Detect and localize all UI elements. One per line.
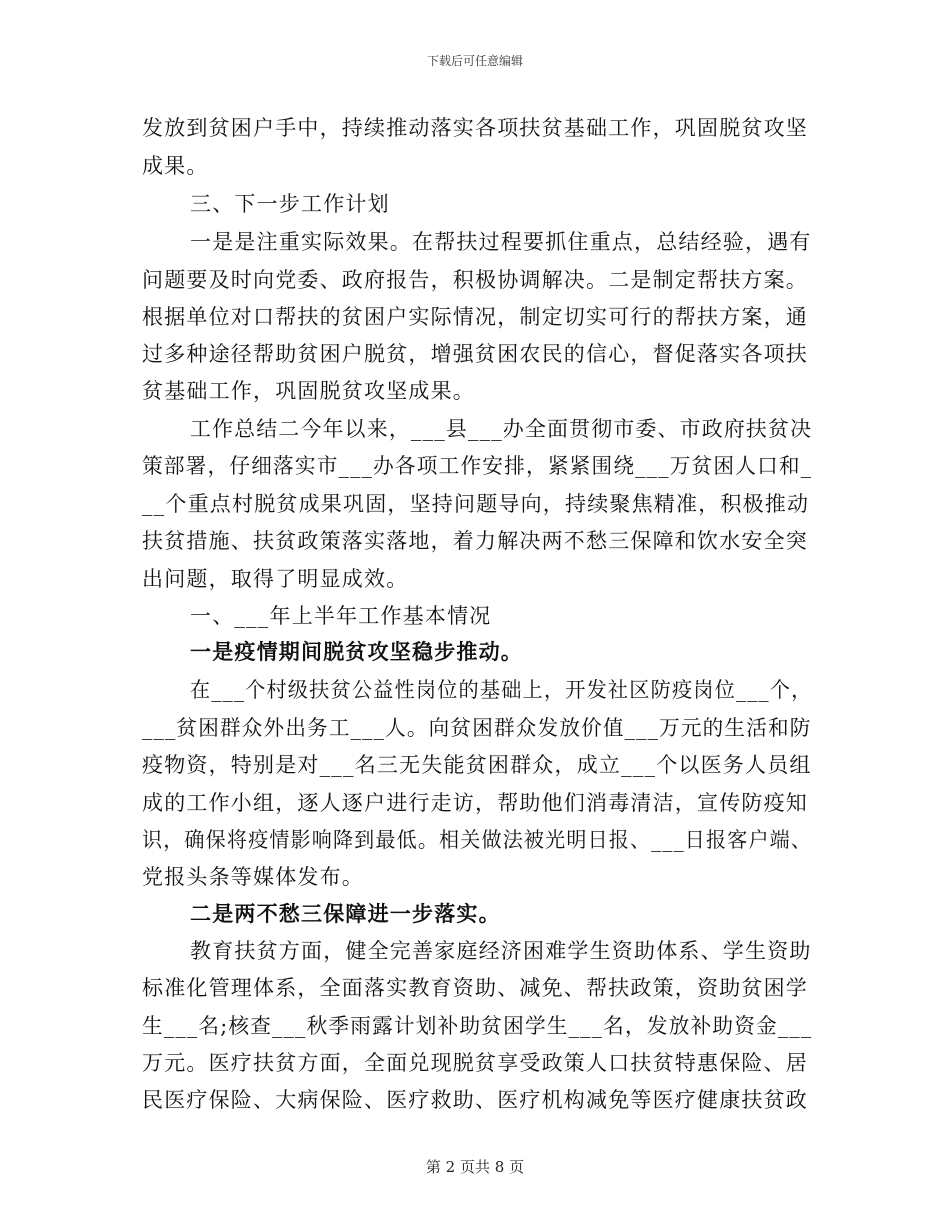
paragraph-line: 问题要及时向党委、政府报告，积极协调解决。二是制定帮扶方案。 xyxy=(142,268,808,292)
section-heading: 三、下一步工作计划 xyxy=(190,192,390,216)
paragraph-line: 出问题，取得了明显成效。 xyxy=(142,567,409,591)
section-heading: 一、___年上半年工作基本情况 xyxy=(190,604,492,628)
paragraph-line: 过多种途径帮助贫困户脱贫，增强贫困农民的信心，督促落实各项扶 xyxy=(142,342,808,366)
paragraph-line: 成的工作小组，逐人逐户进行走访，帮助他们消毒清洁，宣传防疫知 xyxy=(142,791,808,815)
page-header: 下载后可任意编辑 xyxy=(426,54,523,68)
paragraph-line: 民医疗保险、大病保险、医疗救助、医疗机构减免等医疗健康扶贫政 xyxy=(142,1088,808,1112)
paragraph-line: 疫物资，特别是对___名三无失能贫困群众，成立___个以医务人员组 xyxy=(142,753,812,777)
subsection-heading: 一是疫情期间脱贫攻坚稳步推动。 xyxy=(190,639,523,664)
paragraph-line: 工作总结二今年以来，___县___办全面贯彻市委、市政府扶贫决 xyxy=(190,417,813,441)
paragraph-line: 生___名;核查___秋季雨露计划补助贫困学生___名，发放补助资金___ xyxy=(142,1014,813,1038)
paragraph-line: 在___个村级扶贫公益性岗位的基础上，开发社区防疫岗位___个， xyxy=(190,678,813,702)
paragraph-line: ___贫困群众外出务工___人。向贫困群众发放价值___万元的生活和防 xyxy=(142,716,812,740)
paragraph-line: 根据单位对口帮扶的贫困户实际情况，制定切实可行的帮扶方案，通 xyxy=(142,305,808,329)
subsection-heading: 二是两不愁三保障进一步落实。 xyxy=(190,901,501,926)
paragraph-line: 扶贫措施、扶贫政策落实落地，着力解决两不愁三保障和饮水安全突 xyxy=(142,529,808,553)
paragraph-line: 一是是注重实际效果。在帮扶过程要抓住重点，总结经验，遇有 xyxy=(190,230,812,254)
paragraph-line: 策部署，仔细落实市___办各项工作安排，紧紧围绕___万贫困人口和_ xyxy=(142,454,813,478)
page-footer: 第 2 页共 8 页 xyxy=(425,1158,525,1176)
paragraph-line: 标准化管理体系，全面落实教育资助、减免、帮扶政策，资助贫困学 xyxy=(142,976,808,1000)
paragraph-line: 党报头条等媒体发布。 xyxy=(142,865,364,889)
paragraph-line: 万元。医疗扶贫方面，全面兑现脱贫享受政策人口扶贫特惠保险、居 xyxy=(142,1051,808,1075)
paragraph-line: 贫基础工作，巩固脱贫攻坚成果。 xyxy=(142,379,475,403)
paragraph-line: 发放到贫困户手中，持续推动落实各项扶贫基础工作，巩固脱贫攻坚 xyxy=(142,116,808,140)
paragraph-line: 教育扶贫方面，健全完善家庭经济困难学生资助体系、学生资助 xyxy=(190,939,812,963)
paragraph-line: 识，确保将疫情影响降到最低。相关做法被光明日报、___日报客户端、 xyxy=(142,828,813,852)
paragraph-line: __个重点村脱贫成果巩固，坚持问题导向，持续聚焦精准，积极推动 xyxy=(142,492,810,516)
paragraph-line: 成果。 xyxy=(142,154,209,178)
